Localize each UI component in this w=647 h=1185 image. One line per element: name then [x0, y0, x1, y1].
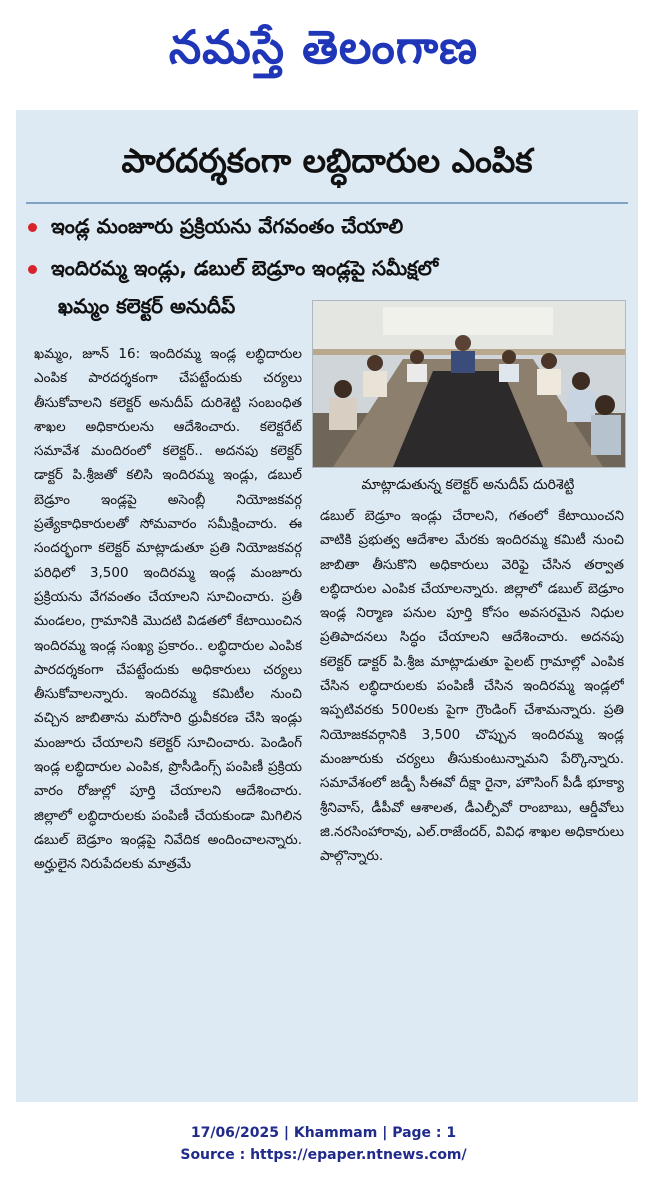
subhead-1-text: ఇండ్ల మంజూరు ప్రక్రియను వేగవంతం చేయాలి — [51, 214, 404, 238]
headline-divider — [26, 202, 628, 204]
article-body-right-column — [320, 504, 624, 1098]
masthead — [0, 4, 647, 90]
meeting-photo — [312, 300, 626, 468]
meeting-photo-image — [313, 301, 625, 467]
subhead-2 — [28, 256, 438, 285]
article-body-left-column — [34, 342, 302, 1094]
page-footer — [0, 1122, 647, 1166]
headline: పారదర్శకంగా లబ్ధిదారుల ఎంపిక — [121, 141, 533, 180]
subhead-3: ఖమ్మం కలెక్టర్ అనుదీప్ — [58, 294, 236, 318]
footer-edition-info: 17/06/2025 | Khammam | Page : 1 — [190, 1125, 457, 1141]
bullet-dot-icon — [28, 223, 37, 232]
article-body-right: డబుల్ బెడ్రూం ఇండ్లు చేరాలని, గతంలో కేటాయించని వాటికి ప్రభుత్వ ఆదేశాల మేరకు ఇందిరమ్మ కమిటీ నుంచి జాబితా తీసుకొని అధికారులు వెరిఫై చేసిన తర్వాత లబ్ధిదారుల ఎంపిక చేయాలన్నారు. జిల్లాలో డబుల్ బెడ్రూం ఇండ్ల నిర్మాణ పనుల పూర్తి కోసం అవసరమైన నిధుల ప్రతిపాదనలు సిద్ధం చేయాలని ఆదేశించారు. అదనపు కలెక్టర్ డాక్టర్ పి.శ్రీజ మాట్లాడుతూ పైలట్ గ్రామాల్లో ఎంపిక చేసిన లబ్ధిదారులకు పంపిణీ చేసిన ఇందిరమ్మ ఇండ్లలో ఇప్పటివరకు 500లకు పైగా గ్రౌండింగ్ చేశామన్నారు. ప్రతి నియోజకవర్గానికి 3,500 చొప్పున ఇందిరమ్మ ఇండ్ల మంజూరుకు చర్యలు తీసుకుంటున్నామని పేర్కొన్నారు. సమావేశంలో జడ్పీ సీఈవో దీక్షా రైనా, హౌసింగ్ పీడీ భూక్యా శ్రీనివాస్, డీపీవో ఆశాలత, డీఎల్పీవో రాంబాబు, ఆర్డీవోలు జి.నరసింహారావు, ఎల్.రాజేందర్, వివిధ శాఖల అధికారులు పాల్గొన్నారు. — [320, 508, 624, 865]
masthead-title: నమస్తే తెలంగాణ — [168, 20, 479, 74]
footer-source-link[interactable]: Source : https://epaper.ntnews.com/ — [180, 1147, 467, 1163]
bullet-dot-icon — [28, 265, 37, 274]
article-body-left: ఖమ్మం, జూన్ 16: ఇందిరమ్మ ఇండ్ల లబ్ధిదారుల ఎంపిక పారదర్శకంగా చేపట్టేందుకు చర్యలు తీసుకోవాలని కలెక్టర్ అనుదీప్ దురిశెట్టి సంబంధిత శాఖల అధికారులను ఆదేశించారు. కలెక్టరేట్ సమావేశ మందిరంలో కలెక్టర్.. అదనపు కలెక్టర్ డాక్టర్ పి.శ్రీజతో కలిసి ఇందిరమ్మ ఇండ్లు, డబుల్ బెడ్రూం ఇండ్లపై అసెంబ్లీ నియోజకవర్గ ప్రత్యేకాధికారులతో సోమవారం సమీక్షించారు. ఈ సందర్భంగా కలెక్టర్ మాట్లాడుతూ ప్రతి నియోజకవర్గ పరిధిలో 3,500 ఇందిరమ్మ ఇండ్ల మంజూరు ప్రక్రియను వేగవంతం చేయాలని సూచించారు. ప్రతీ మండలం, గ్రామానికి మొదటి విడతలో కేటాయించిన ఇందిరమ్మ ఇండ్ల సంఖ్య ప్రకారం.. లబ్ధిదారుల ఎంపిక పారదర్శకంగా చేపట్టేందుకు అధికారులు చర్యలు తీసుకోవాలన్నారు. ఇందిరమ్మ కమిటీల నుంచి వచ్చిన జాబితాను మరోసారి ధ్రువీకరణ చేసి ఇండ్లు మంజూరు చేయాలని కలెక్టర్ సూచించారు. పెండింగ్ ఇండ్ల లబ్ధిదారుల ఎంపిక, ప్రొసీడింగ్స్ పంపిణీ ప్రక్రియ వారం రోజుల్లో పూర్తి చేయాలని ఆదేశించారు. జిల్లాలో లబ్ధిదారులకు పంపిణీ చేయకుండా మిగిలిన డబుల్ బెడ్రూం ఇండ్లపై నివేదిక అందించాలన్నారు. అర్హులైన నిరుపేదలకు మాత్రమే — [34, 346, 302, 873]
subhead-2-text: ఇందిరమ్మ ఇండ్లు, డబుల్ బెడ్రూం ఇండ్లపై సమీక్షలో — [51, 256, 439, 280]
article — [16, 110, 638, 1102]
photo-caption: మాట్లాడుతున్న కలెక్టర్ అనుదీప్ దురిశెట్టి — [361, 477, 575, 493]
subhead-1 — [28, 214, 403, 243]
